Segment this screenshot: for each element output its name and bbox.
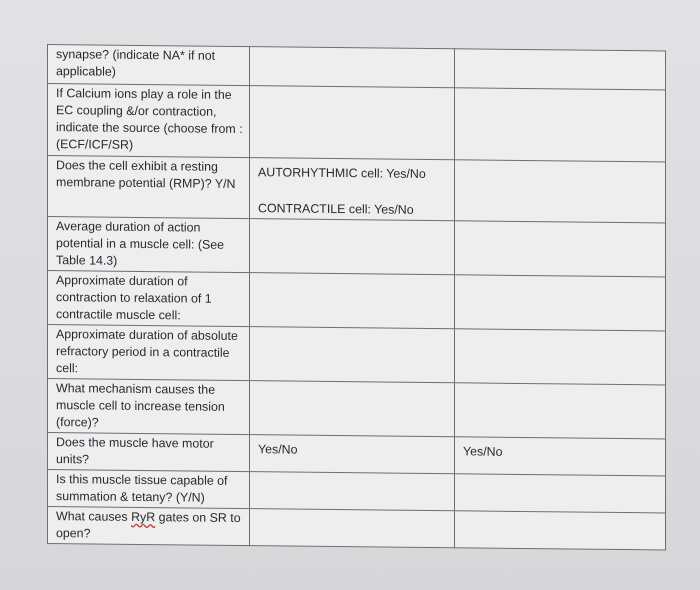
answer-cell-col2[interactable] [250,472,455,511]
answer-cell-col2[interactable] [250,435,455,474]
motor-units-answer-col2: Yes/No [258,442,298,457]
table-row [48,379,666,439]
question-cell: Approximate duration of contraction to relaxation of 1 contractile muscle cell: [48,271,250,327]
table-row [48,271,666,331]
answer-cell-col2[interactable] [250,327,455,383]
table-row [48,45,666,90]
answer-cell-col3[interactable] [455,511,666,550]
answer-cell-col3[interactable] [455,275,666,331]
question-cell: What mechanism causes the muscle cell to increase tension (force)? [48,379,250,435]
answer-cell-col3[interactable] [455,49,666,90]
answer-cell-col3[interactable] [455,160,666,223]
table-row [48,433,666,476]
answer-cell-col2[interactable] [250,381,455,437]
answer-cell-col2[interactable] [250,86,455,160]
question-cell: Does the cell exhibit a resting membrane potential (RMP)? Y/N [48,156,250,219]
question-text-prefix: What causes [56,509,132,524]
answer-cell-col2[interactable] [250,273,455,329]
answer-cell-col3[interactable] [455,383,666,439]
question-cell [48,507,250,546]
question-cell: Approximate duration of absolute refractory period in a contractile cell: [48,325,250,381]
question-cell: Does the muscle have motor units? [48,433,250,472]
answer-cell-col3[interactable] [455,88,666,162]
table-row [48,507,666,550]
answer-cell-col2[interactable] [250,158,455,221]
table-row [48,84,666,162]
muscle-comparison-table [47,44,666,550]
answer-cell-col3[interactable] [455,437,666,476]
answer-cell-col3[interactable] [455,221,666,277]
answer-cell-col3[interactable] [455,474,666,513]
question-cell: synapse? (indicate NA* if not applicable) [48,45,250,86]
contractile-answer: CONTRACTILE cell: Yes/No [258,201,414,217]
table-row [48,325,666,385]
motor-units-answer-col3: Yes/No [463,444,503,459]
table-row [48,217,666,277]
question-cell: Is this muscle tissue capable of summation & tetany? (Y/N) [48,470,250,509]
table-row [48,470,666,513]
spellcheck-underlined-word: RyR [131,509,156,525]
answer-cell-col2[interactable] [250,509,455,548]
answer-cell-col2[interactable] [250,47,455,88]
answer-cell-col3[interactable] [455,329,666,385]
table-row [48,156,666,223]
question-cell: Average duration of action potential in a muscle cell: (See Table 14.3) [48,217,250,273]
question-text-suffix: gates on SR to open? [56,510,241,541]
answer-cell-col2[interactable] [250,219,455,275]
question-cell: If Calcium ions play a role in the EC coupling &/or contraction, indicate the source (choose from : (ECF/ICF/SR) [48,84,250,158]
autorhythmic-answer: AUTORHYTHMIC cell: Yes/No [258,165,426,181]
